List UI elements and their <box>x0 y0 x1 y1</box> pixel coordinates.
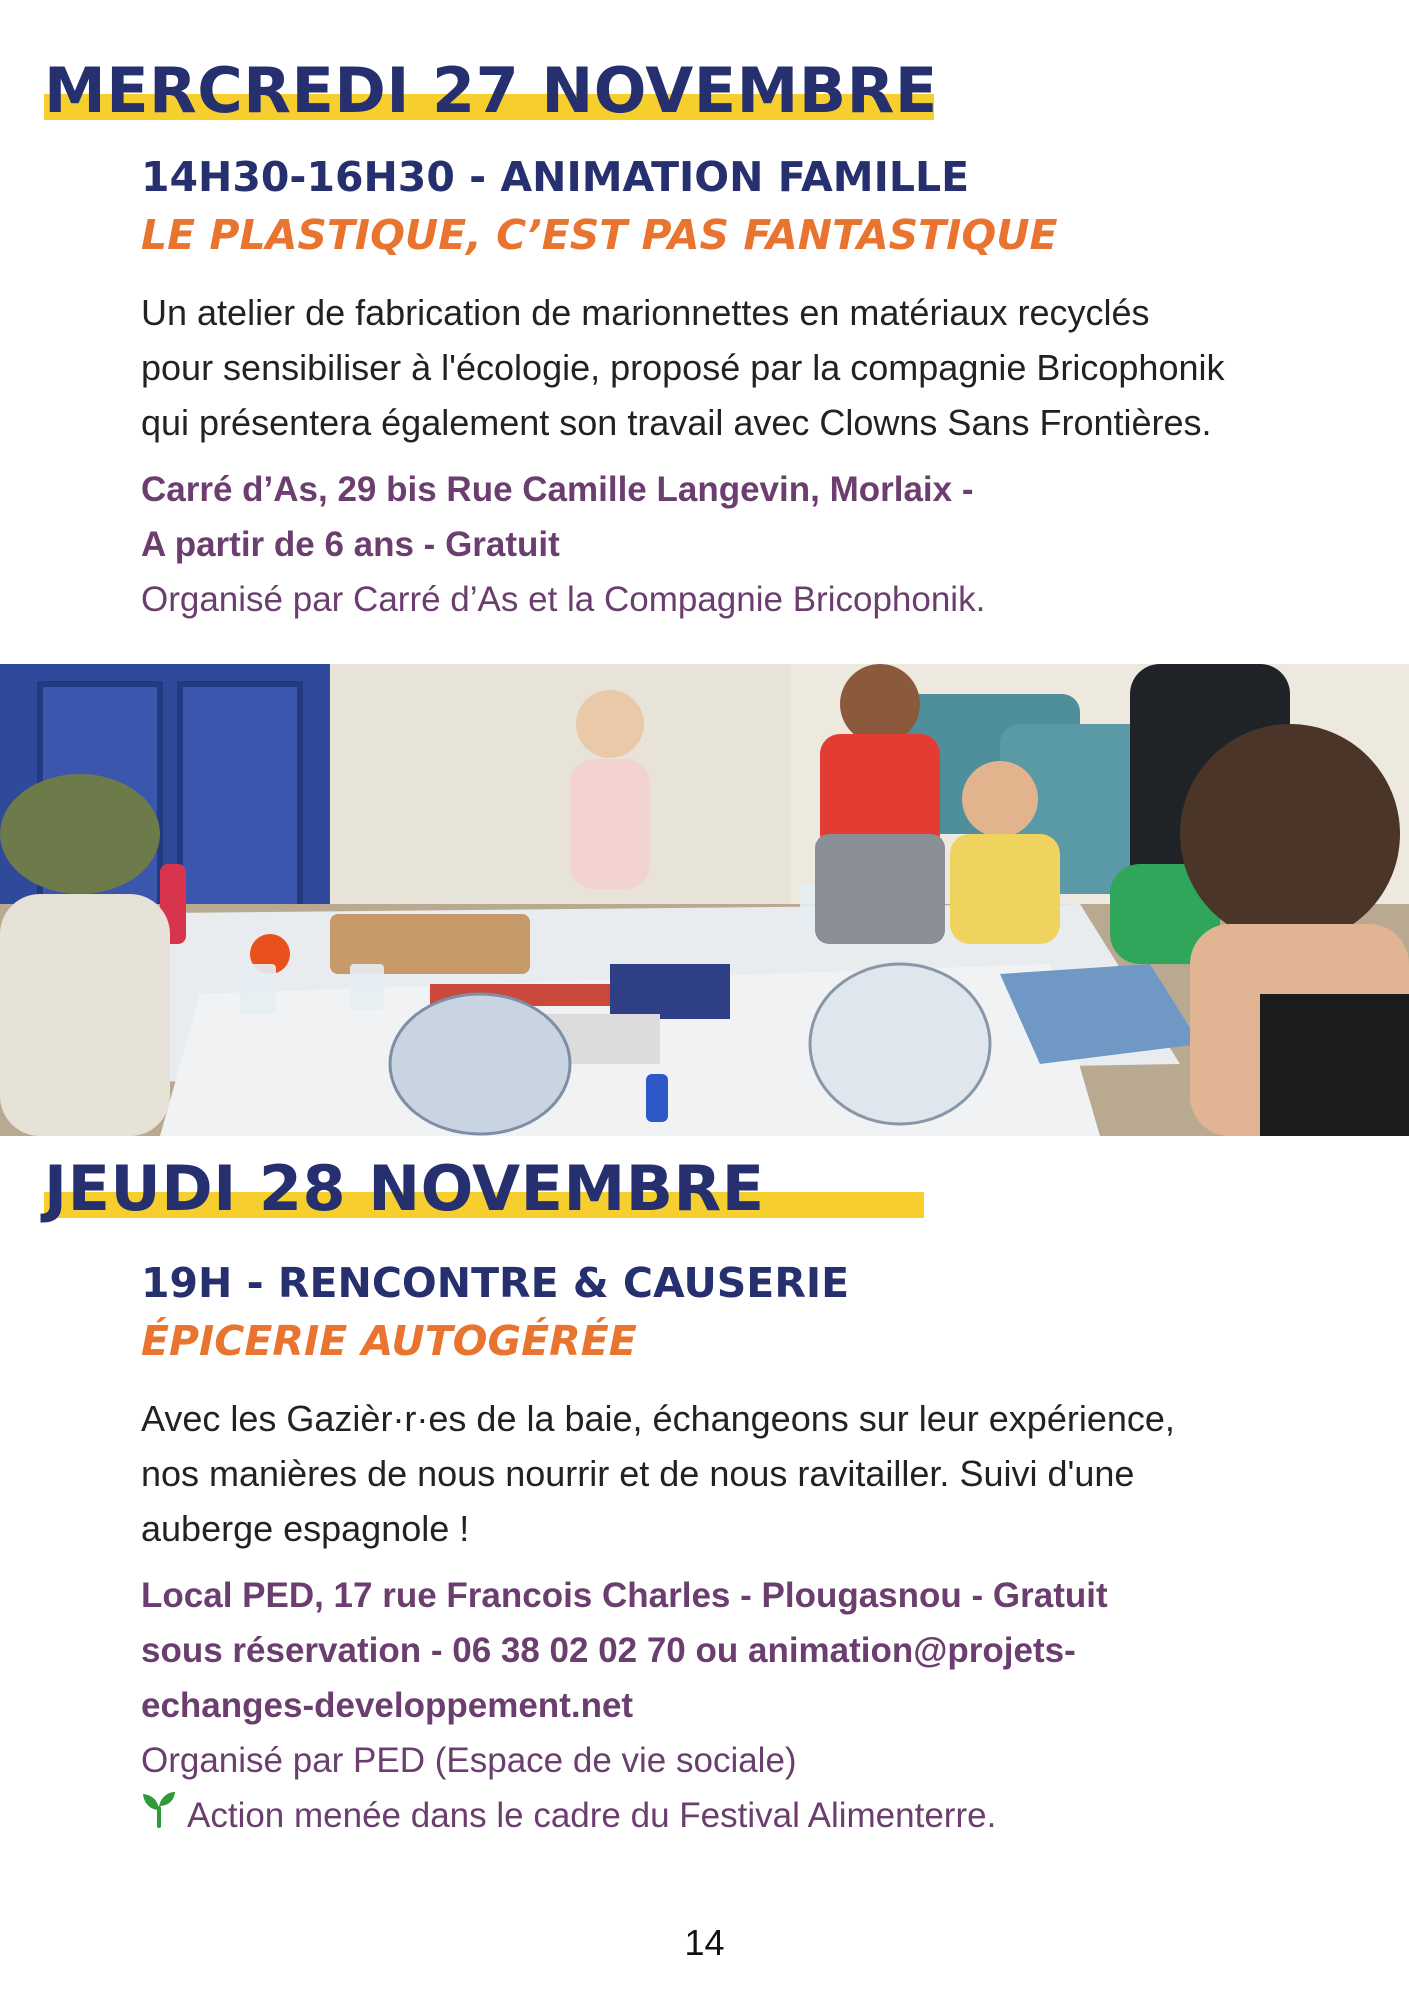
description-line: qui présentera également son travail avec Clowns Sans Frontières. <box>141 401 1212 443</box>
event-description <box>141 285 1341 450</box>
event-location <box>141 1568 1341 1733</box>
description-line: nos manières de nous nourrir et de nous ravitailler. Suivi d'une <box>141 1452 1135 1494</box>
location-line: Carré d’As, 29 bis Rue Camille Langevin, Morlaix - <box>141 469 974 509</box>
event-description <box>141 1391 1341 1556</box>
event-subtitle: LE PLASTIQUE, C’EST PAS FANTASTIQUE <box>141 211 1058 260</box>
page-number: 14 <box>684 1922 725 1963</box>
day-heading-thursday <box>44 1152 765 1225</box>
location-line: sous réservation - 06 38 02 02 70 ou animation@projets- <box>141 1630 1076 1670</box>
event-rencontre-causerie <box>141 1258 1341 1844</box>
event-animation-famille <box>141 152 1341 627</box>
day-heading-wednesday <box>44 54 938 127</box>
event-organizer: Organisé par PED (Espace de vie sociale) <box>141 1740 797 1780</box>
event-time-title: 19H - RENCONTRE & CAUSERIE <box>141 1259 850 1307</box>
note-text: Action menée dans le cadre du Festival Alimenterre. <box>187 1796 997 1836</box>
description-line: Avec les Gazièr·r·es de la baie, échangeons sur leur expérience, <box>141 1397 1175 1439</box>
location-line: echanges-developpement.net <box>141 1685 634 1725</box>
event-subtitle: ÉPICERIE AUTOGÉRÉE <box>141 1317 637 1366</box>
description-line: pour sensibiliser à l'écologie, proposé par la compagnie Bricophonik <box>141 346 1225 388</box>
event-note <box>141 1788 1341 1844</box>
event-time-title: 14H30-16H30 - ANIMATION FAMILLE <box>141 153 970 201</box>
description-line: Un atelier de fabrication de marionnettes en matériaux recyclés <box>141 291 1150 333</box>
location-line: Local PED, 17 rue Francois Charles - Plougasnou - Gratuit <box>141 1575 1108 1615</box>
seedling-icon <box>141 1788 177 1844</box>
description-line: auberge espagnole ! <box>141 1507 470 1549</box>
event-location <box>141 462 1341 572</box>
location-line: A partir de 6 ans - Gratuit <box>141 524 560 564</box>
day-heading-text: MERCREDI 27 NOVEMBRE <box>44 54 938 127</box>
event-organizer: Organisé par Carré d’As et la Compagnie Bricophonik. <box>141 579 986 619</box>
workshop-photo <box>0 664 1409 1136</box>
day-heading-text: JEUDI 28 NOVEMBRE <box>44 1152 765 1225</box>
